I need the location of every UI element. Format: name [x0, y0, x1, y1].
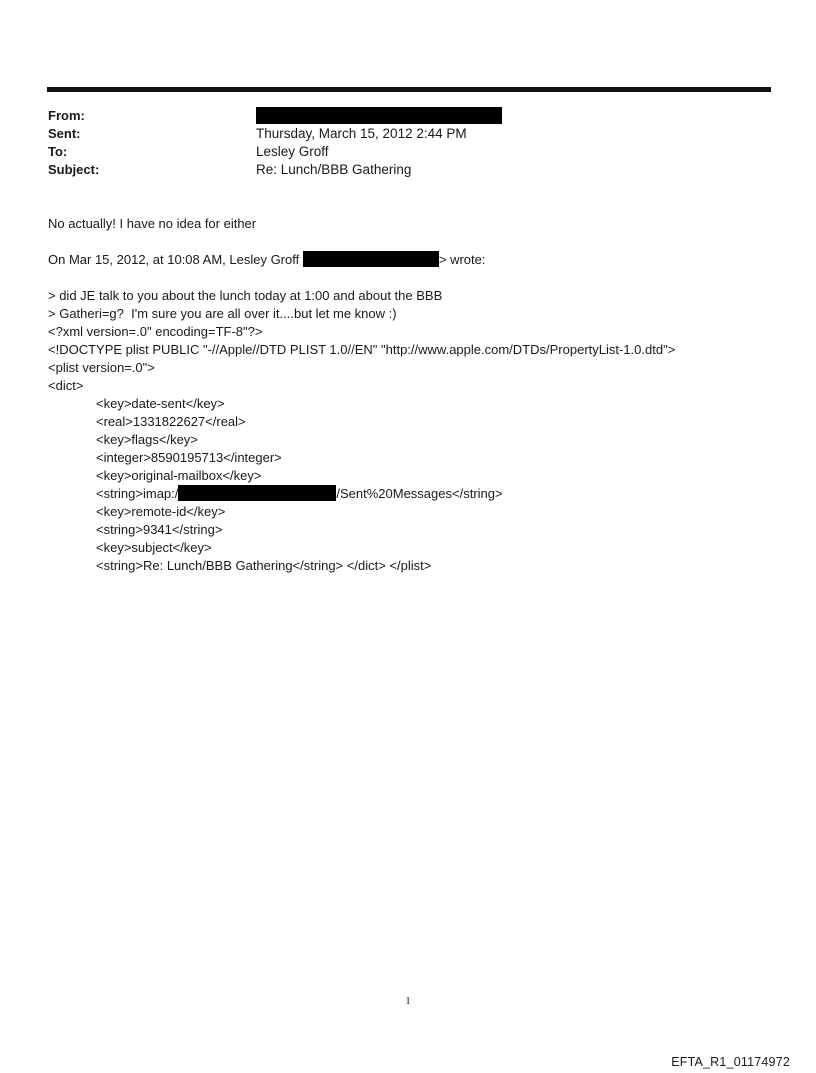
doctype-line: <!DOCTYPE plist PUBLIC "-//Apple//DTD PLIST 1.0//EN" "http://www.apple.com/DTDs/PropertyList-1.0.dtd">	[48, 342, 676, 357]
key-flags: <key>flags</key>	[96, 432, 198, 447]
quote-intro-suffix: > wrote:	[438, 252, 486, 267]
quote-line-1: > did JE talk to you about the lunch today at 1:00 and about the BBB	[48, 288, 443, 303]
value-flags: <integer>8590195713</integer>	[96, 450, 282, 465]
value-date-sent: <real>1331822627</real>	[96, 414, 246, 429]
value-original-mailbox	[96, 485, 503, 503]
redacted-from	[256, 107, 502, 124]
key-remote-id: <key>remote-id</key>	[96, 504, 226, 519]
mailbox-suffix: /Sent%20Messages</string>	[336, 486, 503, 501]
quote-intro-prefix: On Mar 15, 2012, at 10:08 AM, Lesley Groff	[48, 252, 303, 267]
page-number: 1	[405, 995, 411, 1007]
redacted-mailbox	[178, 485, 336, 501]
quote-intro	[48, 251, 485, 269]
plist-open: <plist version=.0">	[48, 360, 155, 375]
value-subject: <string>Re: Lunch/BBB Gathering</string> </dict> </plist>	[96, 558, 432, 573]
key-subject: <key>subject</key>	[96, 540, 212, 555]
value-remote-id: <string>9341</string>	[96, 522, 223, 537]
quote-line-2: > Gatheri=g? I'm sure you are all over it....but let me know :)	[48, 306, 397, 321]
sent-value: Thursday, March 15, 2012 2:44 PM	[256, 126, 467, 141]
key-date-sent: <key>date-sent</key>	[96, 396, 225, 411]
xml-declaration: <?xml version=.0" encoding=TF-8"?>	[48, 324, 263, 339]
to-label: To:	[48, 144, 68, 159]
from-label: From:	[48, 108, 85, 123]
reply-text: No actually! I have no idea for either	[48, 216, 257, 231]
mailbox-prefix: <string>imap:/	[96, 486, 179, 501]
header-rule	[47, 87, 771, 92]
redacted-email	[303, 251, 439, 267]
subject-label: Subject:	[48, 162, 100, 177]
subject-value: Re: Lunch/BBB Gathering	[256, 162, 412, 177]
key-original-mailbox: <key>original-mailbox</key>	[96, 468, 262, 483]
dict-open: <dict>	[48, 378, 84, 393]
to-value: Lesley Groff	[256, 144, 329, 159]
sent-label: Sent:	[48, 126, 81, 141]
bates-number: EFTA_R1_01174972	[671, 1055, 790, 1069]
